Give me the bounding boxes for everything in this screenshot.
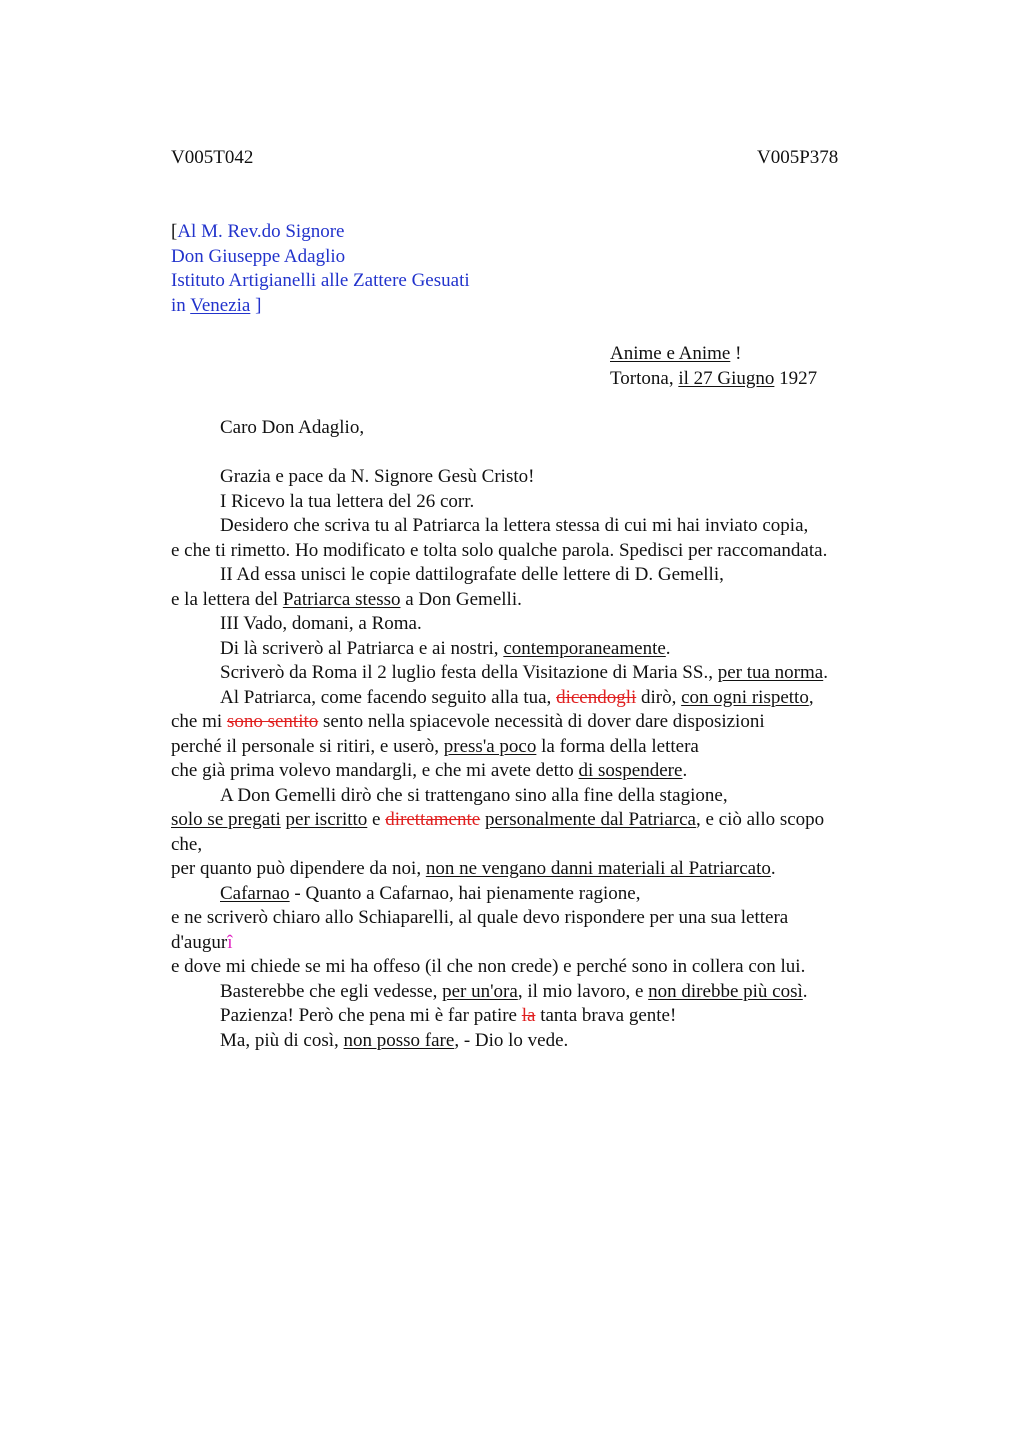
address-line-3: Istituto Artigianelli alle Zattere Gesuati bbox=[171, 270, 470, 291]
body-line: Basterebbe che egli vedesse, per un'ora, il mio lavoro, e non direbbe più così. bbox=[220, 980, 808, 1002]
body-line: III Vado, domani, a Roma. bbox=[220, 613, 422, 634]
body-line: I Ricevo la tua lettera del 26 corr. bbox=[220, 490, 475, 512]
body-line: per quanto può dipendere da noi, non ne vengano danni materiali al Patriarcato. bbox=[171, 858, 776, 879]
body-line: che già prima volevo mandargli, e che mi avete detto di sospendere. bbox=[171, 760, 688, 781]
document-code-right: V005P378 bbox=[757, 147, 839, 168]
body-line: A Don Gemelli dirò che si trattengano sino alla fine della stagione, bbox=[220, 784, 728, 806]
body-line: II Ad essa unisci le copie dattilografate delle lettere di D. Gemelli, bbox=[220, 564, 724, 585]
date-line: Tortona, il 27 Giugno 1927 bbox=[610, 367, 818, 389]
motto: Anime e Anime bbox=[610, 343, 731, 364]
address-block bbox=[171, 220, 470, 318]
dateline bbox=[610, 342, 817, 391]
body-line: e ne scriverò chiaro allo Schiaparelli, al quale devo rispondere per una sua lettera bbox=[171, 907, 789, 928]
body-line: che, bbox=[171, 833, 203, 855]
body-line: solo se pregati per iscritto e direttamente personalmente dal Patriarca, e ciò allo scopo bbox=[171, 809, 825, 830]
body-line: perché il personale si ritiri, e userò, press'a poco la forma della lettera bbox=[171, 735, 699, 757]
body-line: Pazienza! Però che pena mi è far patire la tanta brava gente! bbox=[220, 1005, 677, 1026]
body-line: Grazia e pace da N. Signore Gesù Cristo! bbox=[220, 466, 535, 487]
deleted-text: dicendogli bbox=[556, 686, 637, 708]
document-code-left: V005T042 bbox=[171, 147, 254, 168]
body-line: Scriverò da Roma il 2 luglio festa della Visitazione di Maria SS., per tua norma. bbox=[220, 662, 828, 683]
body-line: e che ti rimetto. Ho modificato e tolta solo qualche parola. Spedisci per raccomandata. bbox=[171, 539, 828, 561]
address-city: Venezia bbox=[190, 294, 251, 316]
date: il 27 Giugno bbox=[678, 367, 775, 389]
motto-line: Anime e Anime ! bbox=[610, 343, 742, 364]
address-line-2: Don Giuseppe Adaglio bbox=[171, 245, 346, 267]
body-line: Al Patriarca, come facendo seguito alla tua, dicendogli dirò, con ogni rispetto, bbox=[220, 686, 814, 708]
address-line-1: [Al M. Rev.do Signore bbox=[171, 221, 345, 242]
body-line: Ma, più di così, non posso fare, - Dio lo vede. bbox=[220, 1029, 569, 1051]
deleted-text: sono sentito bbox=[226, 711, 319, 732]
salutation: Caro Don Adaglio, bbox=[220, 417, 365, 438]
address-line-4: in Venezia ] bbox=[171, 294, 262, 316]
body-line: che mi sono sentito sento nella spiacevole necessità di dover dare disposizioni bbox=[171, 711, 765, 732]
inserted-character: î bbox=[227, 931, 233, 953]
deleted-text: la bbox=[521, 1005, 536, 1026]
deleted-text: direttamente bbox=[385, 809, 481, 830]
letter-body bbox=[171, 465, 828, 1053]
body-line: Desidero che scriva tu al Patriarca la lettera stessa di cui mi hai inviato copia, bbox=[220, 515, 809, 536]
body-line: e la lettera del Patriarca stesso a Don Gemelli. bbox=[171, 588, 522, 610]
body-line: Di là scriverò al Patriarca e ai nostri, contemporaneamente. bbox=[220, 637, 671, 659]
body-line: Cafarnao - Quanto a Cafarnao, hai pienamente ragione, bbox=[220, 882, 641, 904]
body-line: e dove mi chiede se mi ha offeso (il che non crede) e perché sono in collera con lui. bbox=[171, 956, 806, 977]
body-line: d'augurî bbox=[171, 931, 233, 953]
